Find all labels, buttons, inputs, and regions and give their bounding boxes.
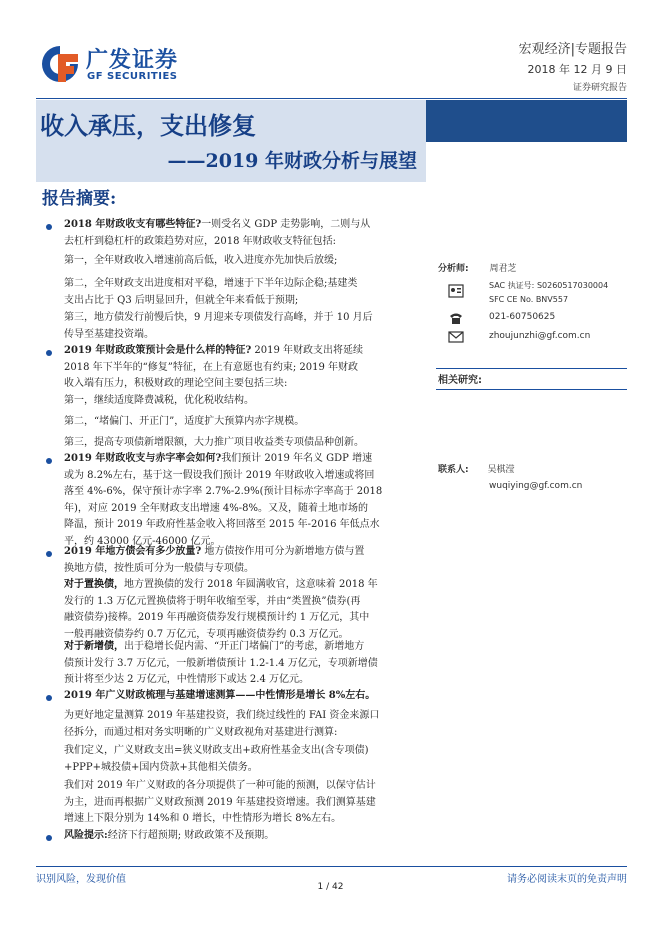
bullet-icon [46,224,52,230]
line: 债预计发行 3.7 万亿元，一般新增债预计 1.2-1.4 万亿元，专项新增债 [64,657,378,669]
point-text: 我们预计 2019 年名义 GDP 增速 [221,453,373,464]
sidebar-divider [436,389,627,390]
point-question: 2018 年财政收支有哪些特征? [64,219,202,230]
line: 为主，进而再根据广义财政预测 2019 年基建投资增速。我们测算基建 [64,796,376,808]
paragraph [64,310,422,343]
line: 年)，对应 2019 全年财政支出增速 4%-8%。又及，随着土地市场的 [64,502,368,514]
paragraph [64,276,422,309]
summary-point-2 [64,343,422,393]
sidebar-divider [436,368,627,369]
line: 传导至基建投资端。 [64,328,154,340]
footer-divider [36,866,627,867]
point-question: 2019 年财政政策预计会是什么样的特征? [64,345,252,356]
paragraph-lead: 对于置换债， [64,579,124,590]
line: 降温，预计 2019 年政府性基金收入将回落至 2015 年-2016 年低点水 [64,519,380,530]
point-text: 2018 年下半年的“修复”特征，在上有意愿也有约束; 2019 年财政 [64,361,359,373]
contact-label: 联系人: [438,465,469,475]
logo-text-cn: 广发证券 [86,48,179,73]
analyst-label: 分析师: [438,264,469,274]
line: 换地方债，按性质可分为一般债与专项债。 [64,562,254,574]
sac-number: S0260517030004 [536,281,609,290]
line: 落至 4%-6%，保守预计赤字率 2.7%-2.9%(预计目标赤字率高于 2018 [64,486,383,497]
page-subtitle: ——2019 年财政分析与展望 [167,150,417,172]
sfc-number: SFC CE No. BNV557 [489,295,569,304]
footer-slogan: 识别风险，发现价值 [36,874,126,885]
phone-icon [448,311,464,325]
contact-row [438,462,515,475]
line: 第三，地方债发行前慢后快，9 月迎来专项债发行高峰，并于 10 月后 [64,312,373,323]
sac-row [489,280,608,291]
point-question: 2019 年地方债会有多少放量? [64,546,202,557]
summary-point-3 [64,451,422,550]
id-card-icon [448,284,464,298]
line: +PPP+城投债+国内贷款+其他相关债务。 [64,761,258,773]
point-question: 2019 年财政收支与赤字率会如何? [64,453,222,464]
point-text: 去杠杆到稳杠杆的政策趋势对应，2018 年财政收支特征包括: [64,235,336,247]
email-link[interactable]: zhoujunzhi@gf.com.cn [489,331,591,341]
line: 增速上下限分别为 14%和 0 增长，中性情形为增长 8%左右。 [64,813,342,824]
title-block [426,100,627,142]
analyst-row [438,261,517,274]
line: 出于稳增长促内需、“开正门堵偏门”的考虑，新增地方 [124,641,365,652]
line: 径拆分，而通过相对务实明晰的广义财政视角对基建进行测算: [64,726,338,738]
line: 第二，全年财政支出进度相对平稳，增速于下半年边际企稳;基建类 [64,278,358,289]
point-text: 2019 年财政支出将延续 [251,345,363,356]
page-title: 收入承压，支出修复 [40,111,256,140]
paragraph [64,708,422,741]
summary-heading: 报告摘要: [42,189,117,209]
analyst-name: 周君芝 [489,264,517,274]
line: 预计将至少达 2 万亿元，中性情形下或达 2.4 万亿元。 [64,674,309,685]
summary-point-1 [64,217,422,250]
sac-label: SAC 执证号: [489,281,535,290]
line: 平，约 43000 亿元-46000 亿元。 [64,535,221,547]
paragraph: 第一，继续适度降费减税，优化税收结构。 [64,395,254,406]
line: 一般再融资债券约 0.7 万亿元，专项再融资债券约 0.3 万亿元。 [64,628,349,640]
bullet-icon [46,350,52,356]
related-heading: 相关研究: [438,375,482,386]
line: 融资债券)接棒。2019 年再融资债券发行规模预计约 1 万亿元，其中 [64,612,370,623]
page-number: 1 / 42 [317,882,344,892]
bullet-icon [46,695,52,701]
phone-number: 021-60750625 [489,312,556,322]
point-text: 一则受名义 GDP 走势影响，二则与从 [201,219,371,230]
logo-text-en: GF SECURITIES [87,71,178,82]
paragraph: 第三，提高专项债新增限额，大力推广项目收益类专项债品种创新。 [64,437,364,448]
line: 发行的 1.3 万亿元置换债将于明年收缩至零，并由“类置换”债券(再 [64,595,361,607]
gf-logo [40,40,240,90]
contact-email[interactable]: wuqiying@gf.com.cn [489,481,583,491]
bullet-icon [46,458,52,464]
paragraph [64,778,422,828]
paragraph: 第二，“堵偏门、开正门”，适度扩大预算内赤字规模。 [64,416,305,427]
point-text: 收入端有压力，积极财政的理论空间主要包括三块: [64,378,288,389]
contact-name: 吴棋滢 [487,465,515,475]
point-text: 地方债按作用可分为新增地方债与置 [201,546,365,557]
line: 为更好地定量测算 2019 年基建投资，我们绕过线性的 FAI 资金来源口 [64,710,380,721]
report-category: 宏观经济|专题报告 [518,42,627,57]
paragraph [64,577,422,643]
paragraph [64,743,422,776]
report-date: 2018 年 12 月 9 日 [527,63,627,76]
paragraph [64,639,422,689]
gf-logo-icon [40,44,80,84]
line: 我们对 2019 年广义财政的各分项提供了一种可能的预测，以保守估计 [64,780,376,791]
point-text: 经济下行超预期; 财政政策不及预期。 [107,830,275,841]
paragraph-lead: 对于新增债， [64,641,124,652]
footer-disclaimer: 请务必阅读末页的免责声明 [507,874,627,885]
paragraph: 第一，全年财政收入增速前高后低，收入进度亦先加快后放缓; [64,255,338,266]
bullet-icon [46,835,52,841]
summary-point-4 [64,544,422,577]
summary-point-5 [64,688,422,705]
summary-point-6 [64,828,422,845]
line: 支出占比于 Q3 后明显回升，但就全年来看低于预期; [64,294,299,306]
point-question: 风险提示: [64,830,108,841]
point-question: 2019 年广义财政梳理与基建增速测算——中性情形是增长 8%左右。 [64,690,376,701]
bullet-icon [46,551,52,557]
line: 我们定义，广义财政支出=狭义财政支出+政府性基金支出(含专项债) [64,745,369,756]
header-divider [36,98,627,99]
report-dept: 证券研究报告 [572,83,627,93]
line: 地方置换债的发行 2018 年圆满收官，这意味着 2018 年 [124,579,378,590]
mail-icon [448,330,464,344]
line: 或为 8.2%左右，基于这一假设我们预计 2019 年财政收入增速或将回 [64,469,375,481]
